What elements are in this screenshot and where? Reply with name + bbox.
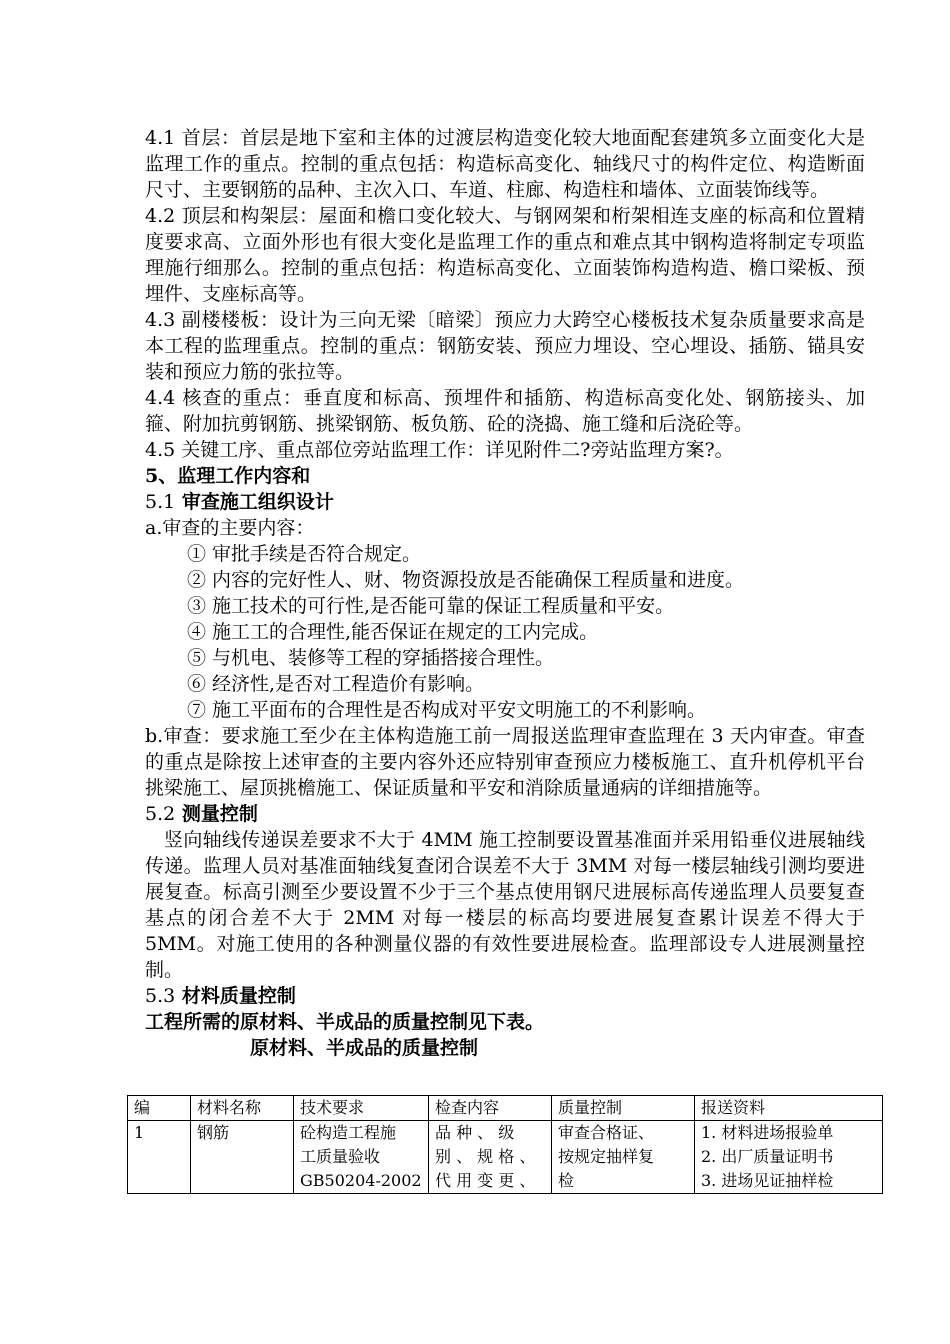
list-item: ⑤ 与机电、装修等工程的穿插搭接合理性。	[187, 647, 555, 669]
cell-quality-control	[552, 1121, 695, 1194]
list-item: ⑦ 施工平面布的合理性是否构成对平安文明施工的不利影响。	[187, 699, 707, 721]
col-header-quality-control: 质量控制	[552, 1096, 695, 1121]
cell-tech-requirements	[294, 1121, 429, 1194]
cell-no: 1	[128, 1121, 191, 1194]
cell-line: 3. 进场见证抽样检	[701, 1171, 834, 1190]
list-item: ④ 施工工的合理性,能否保证在规定的工内完成。	[187, 621, 599, 643]
col-header-material-name: 材料名称	[191, 1096, 294, 1121]
cell-line: 别 、 规 格 、	[435, 1147, 536, 1166]
cell-line: 代 用 变 更 、	[435, 1171, 536, 1190]
col-header-check-content: 检查内容	[429, 1096, 552, 1121]
material-quality-table	[127, 1095, 883, 1194]
list-item: ① 审批手续是否符合规定。	[187, 543, 422, 565]
paragraph-4-4: 4.4 核查的重点：垂直度和标高、预埋件和插筋、构造标高变化处、钢筋接头、加箍、附加抗剪钢筋、挑梁钢筋、板负筋、砼的浇捣、施工缝和后浇砼等。	[145, 387, 865, 435]
review-items-list	[145, 541, 865, 723]
section-5-1-title: 审查施工组织设计	[181, 491, 334, 513]
table-title: 原材料、半成品的质量控制	[250, 1037, 479, 1059]
cell-line: 1. 材料进场报验单	[701, 1123, 834, 1142]
review-paragraph: b.审查：要求施工至少在主体构造施工前一周报送监理审查监理在 3 天内审查。审查的重点是除按上述审查的主要内容外还应特别审查预应力楼板施工、直升机停机平台挑梁施工、屋顶挑檐施工、保证质量和平安和消除质量通病的详细措施等。	[145, 725, 865, 799]
section-5-2-number: 5.2	[145, 803, 176, 825]
section-5-1-heading	[145, 489, 865, 515]
review-items-label: a.审查的主要内容：	[145, 517, 315, 539]
cell-material-name: 钢筋	[191, 1121, 294, 1194]
table-row	[128, 1121, 883, 1194]
cell-line: 2. 出厂质量证明书	[701, 1147, 834, 1166]
body-text	[145, 125, 865, 1061]
col-header-no: 编	[128, 1096, 191, 1121]
section-5-3-number: 5.3	[145, 985, 176, 1007]
col-header-tech-requirements: 技术要求	[294, 1096, 429, 1121]
cell-line: 工质量验收	[300, 1147, 381, 1166]
cell-line: 按规定抽样复	[558, 1147, 655, 1166]
section-5-2-title: 测量控制	[181, 803, 258, 825]
cell-line: 审查合格证、	[558, 1123, 655, 1142]
list-item: ③ 施工技术的可行性,是否能可靠的保证工程质量和平安。	[187, 595, 675, 617]
section-5-3-heading	[145, 983, 865, 1009]
col-header-submitted-docs: 报送资料	[695, 1096, 883, 1121]
cell-line: 砼构造工程施	[300, 1123, 397, 1142]
paragraph-4-2: 4.2 顶层和构架层：屋面和檐口变化较大、与钢网架和桁架相连支座的标高和位置精度要求高、立面外形也有很大变化是监理工作的重点和难点其中钢构造将制定专项监理施行细那么。控制的重点包括：构造标高变化、立面装饰构造构造、檐口梁板、预埋件、支座标高等。	[145, 205, 865, 305]
cell-submitted-docs	[695, 1121, 883, 1194]
section-5-title: 5、监理工作内容和	[145, 465, 311, 487]
survey-control-paragraph: 竖向轴线传递误差要求不大于 4MM 施工控制要设置基准面并采用铅垂仪进展轴线传递。监理人员对基准面轴线复查闭合误差不大于 3MM 对每一楼层轴线引测均要进展复查。标高引测至少要设置不少于三个基点使用钢尺进展标高传递监理人员要复查基点的闭合差不大于 2MM 对每一楼层的标高均要进展复查累计误差不得大于 5MM。对施工使用的各种测量仪器的有效性要进展检查。监理部设专人进展测量控制。	[145, 829, 865, 981]
cell-line: 检	[558, 1171, 575, 1190]
material-control-intro: 工程所需的原材料、半成品的质量控制见下表。	[145, 1011, 545, 1033]
section-5-2-heading	[145, 801, 865, 827]
paragraph-4-5: 4.5 关键工序、重点部位旁站监理工作：详见附件二?旁站监理方案?。	[145, 439, 734, 461]
section-5-1-number: 5.1	[145, 491, 176, 513]
list-item: ⑥ 经济性,是否对工程造价有影响。	[187, 673, 485, 695]
cell-line: GB50204-2002	[300, 1171, 422, 1190]
cell-check-content	[429, 1121, 552, 1194]
table-header-row	[128, 1096, 883, 1121]
paragraph-4-3: 4.3 副楼楼板：设计为三向无梁〔暗梁〕预应力大跨空心楼板技术复杂质量要求高是本工程的监理重点。控制的重点：钢筋安装、预应力埋设、空心埋设、插筋、锚具安装和预应力筋的张拉等。	[145, 309, 865, 383]
paragraph-4-1: 4.1 首层：首层是地下室和主体的过渡层构造变化较大地面配套建筑多立面变化大是监理工作的重点。控制的重点包括：构造标高变化、轴线尺寸的构件定位、构造断面尺寸、主要钢筋的品种、主次入口、车道、柱廊、构造柱和墙体、立面装饰线等。	[145, 127, 865, 201]
list-item: ② 内容的完好性人、财、物资源投放是否能确保工程质量和进度。	[187, 569, 745, 591]
cell-line: 品 种 、 级	[435, 1123, 515, 1142]
section-5-3-title: 材料质量控制	[181, 985, 296, 1007]
